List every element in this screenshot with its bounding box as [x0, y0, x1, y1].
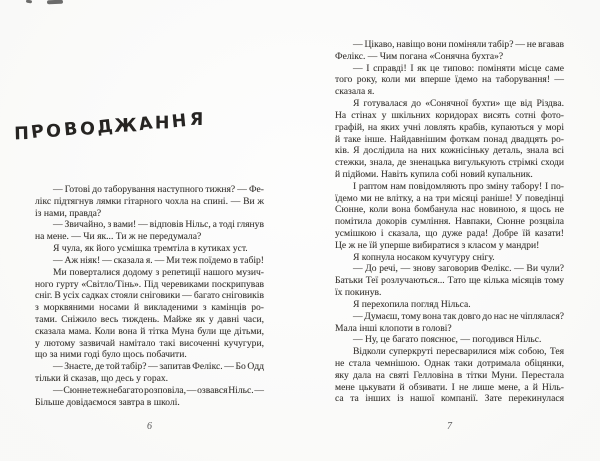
text-line: — Цікаво, навіщо вони поміняли табір? — не вгавав: [353, 39, 564, 50]
text-line: Мала інші клопоти в голові?: [335, 322, 452, 334]
text-line: — І справді! І як це типово: поміняти місце саме: [353, 62, 564, 74]
text-line: ного гурту «Світло/Тінь». Під черевиками поскрипував: [35, 278, 264, 290]
text-line: Я копнула носаком кучугуру снігу.: [353, 251, 495, 263]
text-line: — Готові до таборування наступного тижня? — Фе-: [53, 184, 264, 195]
text-line: із нами, правда?: [35, 207, 102, 219]
text-line: графій, на яких учні ловлять крабів, купаються у морі: [335, 121, 564, 133]
text-line: лікс підтягнув лямки гітарного чохла на спині. — Ви ж: [35, 195, 264, 207]
text-line: — Ну, це багато пояснює, — погодився Нільс.: [353, 334, 542, 346]
text-line: сніг. В усіх садках стояли сніговики — багато сніговиків: [35, 290, 264, 302]
text-line: стежки, знала, де зненацька вигулькують стрімкі сходи: [335, 157, 564, 169]
text-line: того року, коли ми вперше їдемо на таборування! —: [335, 74, 564, 86]
page-right-text: [335, 39, 564, 405]
text-line: Я готувалася до «Сонячної бухти» ще від Різдва.: [353, 98, 564, 110]
chapter-title: ПРОВОДЖАННЯ: [13, 109, 206, 145]
text-line: Відколи суперкруті пересварилися між собою, Тея: [353, 346, 564, 358]
text-line: — До речі, — знову заговорив Фелікс. — Ви чули?: [353, 263, 564, 275]
text-line: сказала я.: [335, 86, 375, 98]
text-line: І раптом нам повідомляють про зміну табору! І по-: [353, 180, 564, 192]
page-right: [300, 0, 600, 461]
text-line: сказала мама. Коли вона й тітка Муна були ще дітьми,: [35, 325, 264, 337]
page-left-text: [35, 184, 264, 408]
text-line: яку дала на святі Гелловіна в тітки Муни. Перестала: [335, 369, 564, 381]
text-line: — Аж ніяк! — сказала я. — Ми теж поїдемо в табір!: [53, 254, 264, 266]
text-line: тами. Сніжило весь тиждень. Майже як у давні часи,: [35, 313, 264, 325]
page-number-left: 6: [147, 421, 152, 432]
text-line: Я перехопила погляд Нільса.: [353, 298, 471, 310]
text-line: й підйоми. Навіть купила собі новий купальник.: [335, 168, 533, 180]
text-line: на мене. — Чи як... Ти ж не передумала?: [35, 231, 202, 243]
text-line: Я чула, як його усмішка тремтіла в кутиках уст.: [53, 243, 248, 255]
text-line: — Звичайно, з вами! — відповів Нільс, а тоді глянув: [53, 219, 264, 231]
text-line: усмішкою і сказала, що дуже рада! Добре їй казати!: [335, 228, 564, 239]
text-line: помітила докорів сумління. Навпаки, Сюнне розцвіла: [335, 216, 564, 228]
text-line: Батьки Теї розлучаються... Тато ще кілька місяців тому: [335, 275, 564, 287]
text-line: з морквяними носами й викладеними з камінців ро-: [35, 302, 264, 314]
text-line: мене цькувати й обзивати. І не лише мене, а й Ніль-: [335, 381, 564, 393]
text-line: не стала чемнішою. Однак таки дотримала обіцянки,: [335, 357, 564, 369]
page-number-right: 7: [447, 421, 452, 432]
text-line: Більше довідаємося завтра в школі.: [35, 396, 180, 408]
text-line: Це ж не їй уперше вибиратися з класом у мандри!: [335, 239, 540, 251]
text-line: їх покинув.: [335, 287, 382, 299]
text-line: — Думаєш, тому вона так довго до нас не чіплялася?: [353, 310, 564, 322]
text-line: їдемо ми не влітку, а на три місяці раніше! У поведінці: [335, 192, 564, 204]
text-line: Фелікс. — Чим погана «Сонячна бухта»?: [335, 50, 504, 62]
text-line: са та інших із нашої компанії. Зате перекинулася: [335, 393, 564, 405]
text-line: ків. Я дослідила на них кожнісіньку деталь, знала всі: [335, 145, 564, 157]
text-line: — Знаєте, де той табір? — запитав Фелікс. — Бо Одд: [53, 361, 264, 373]
text-line: що за ними годі було щось побачити.: [35, 349, 187, 361]
text-line: Сюнне, коли вона бомбанула нас новиною, я щось не: [335, 204, 564, 216]
text-line: й таке інше. Найдавнішим фоткам понад двадцять ро-: [335, 133, 564, 145]
text-line: тільки й сказав, що десь у горах.: [35, 373, 169, 384]
text-line: у лютому зазвичай намітало такі височенні кучугури,: [35, 337, 264, 349]
text-line: Ми поверталися додому з репетиції нашого музич-: [53, 266, 264, 278]
text-line: На стінах у шкільних коридорах висять сотні фото-: [335, 109, 564, 121]
text-line: — Сюнне теж небагато розповіла, — озвався Нільс. —: [53, 384, 264, 396]
